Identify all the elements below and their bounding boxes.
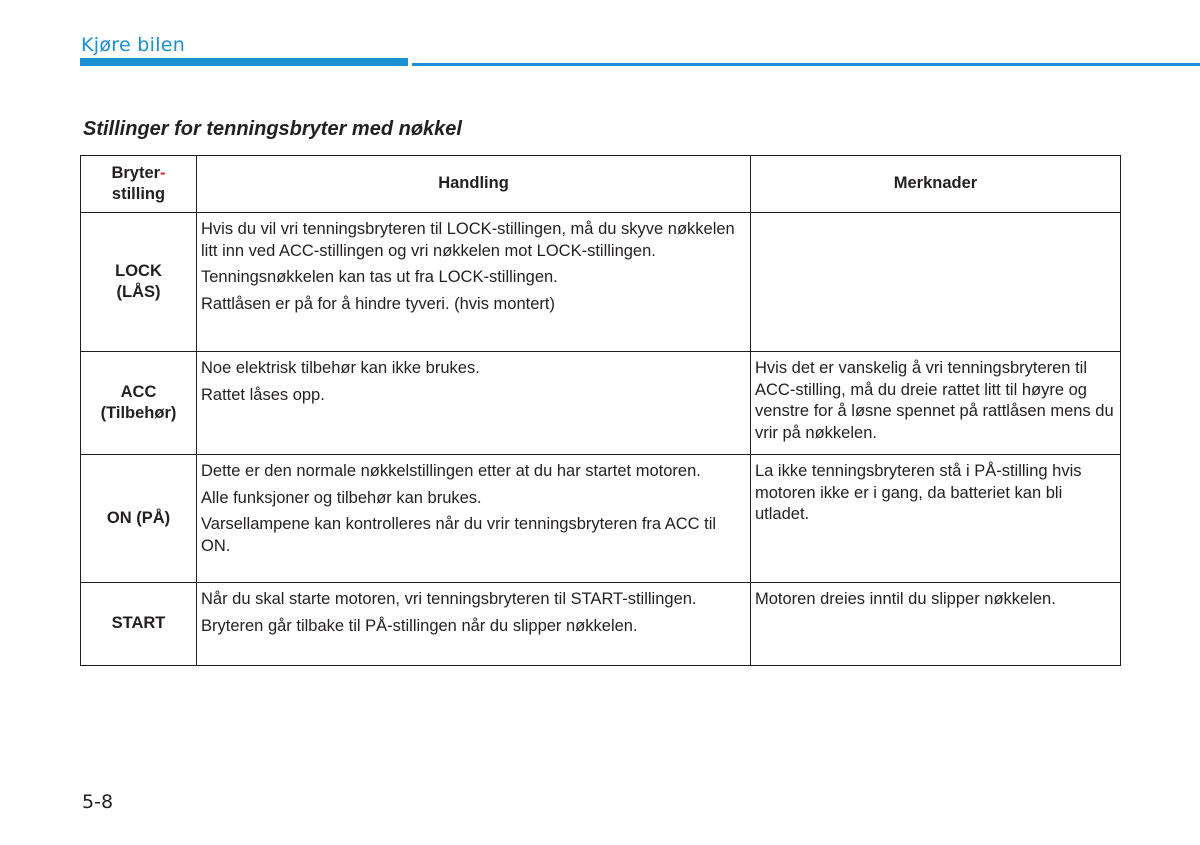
notes-cell (751, 352, 1121, 455)
header-position-part1: Bryter (111, 163, 161, 182)
ignition-positions-table (80, 155, 1121, 666)
action-text: Tenningsnøkkelen kan tas ut fra LOCK-stillingen. (201, 268, 558, 286)
table-row-acc (81, 352, 1121, 455)
table-row-on (81, 455, 1121, 583)
action-text: Noe elektrisk tilbehør kan ikke brukes. (201, 359, 480, 377)
notes-text: Motoren dreies inntil du slipper nøkkelen. (755, 590, 1056, 608)
position-label: START (111, 614, 166, 633)
notes-text: Hvis det er vanskelig å vri tenningsbryteren til ACC-stilling, må du dreie rattet litt til høyre og venstre for å løsne spennet på rattlåsen mens du vrir på nøkkelen. (755, 359, 1114, 442)
notes-cell (751, 583, 1121, 666)
position-cell (81, 352, 197, 455)
table-row-start (81, 583, 1121, 666)
header-position (81, 156, 197, 213)
action-cell (197, 583, 751, 666)
position-label-translation: (Tilbehør) (100, 404, 177, 422)
table-header-row (81, 156, 1121, 213)
position-label: ACC (120, 382, 157, 401)
position-label: ON (PÅ) (106, 508, 171, 527)
action-cell (197, 352, 751, 455)
header-accent-bar (80, 58, 408, 66)
position-label-translation: (LÅS) (116, 283, 161, 301)
position-label: LOCK (115, 261, 162, 280)
header-rule (412, 63, 1200, 66)
page-number: 5-8 (82, 791, 114, 813)
header-position-part2: stilling (111, 185, 166, 203)
header-position-hyphen: - (160, 163, 166, 182)
action-text: Rattet låses opp. (201, 385, 325, 404)
action-text: Dette er den normale nøkkelstillingen etter at du har startet motoren. (201, 462, 701, 480)
notes-cell (751, 213, 1121, 352)
position-cell (81, 213, 197, 352)
chapter-title: Kjøre bilen (81, 34, 186, 56)
action-cell (197, 213, 751, 352)
action-text: Rattlåsen er på for å hindre tyveri. (hvis montert) (201, 294, 555, 313)
position-cell (81, 583, 197, 666)
action-text: Når du skal starte motoren, vri tenningsbryteren til START-stillingen. (201, 590, 697, 608)
notes-cell (751, 455, 1121, 583)
action-text: Bryteren går tilbake til PÅ-stillingen når du slipper nøkkelen. (201, 616, 638, 635)
header-action: Handling (197, 156, 751, 213)
action-text: Varsellampene kan kontrolleres når du vrir tenningsbryteren fra ACC til ON. (201, 515, 717, 555)
table-row-lock (81, 213, 1121, 352)
action-text: Hvis du vil vri tenningsbryteren til LOCK-stillingen, må du skyve nøkkelen litt inn ved ACC-stillingen og vri nøkkelen mot LOCK-stillingen. (201, 220, 735, 260)
header-notes: Merknader (751, 156, 1121, 213)
action-cell (197, 455, 751, 583)
action-text: Alle funksjoner og tilbehør kan brukes. (201, 488, 482, 507)
notes-text: La ikke tenningsbryteren stå i PÅ-stilling hvis motoren ikke er i gang, da batteriet kan bli utladet. (755, 462, 1082, 523)
position-cell (81, 455, 197, 583)
section-title: Stillinger for tenningsbryter med nøkkel (83, 118, 462, 140)
